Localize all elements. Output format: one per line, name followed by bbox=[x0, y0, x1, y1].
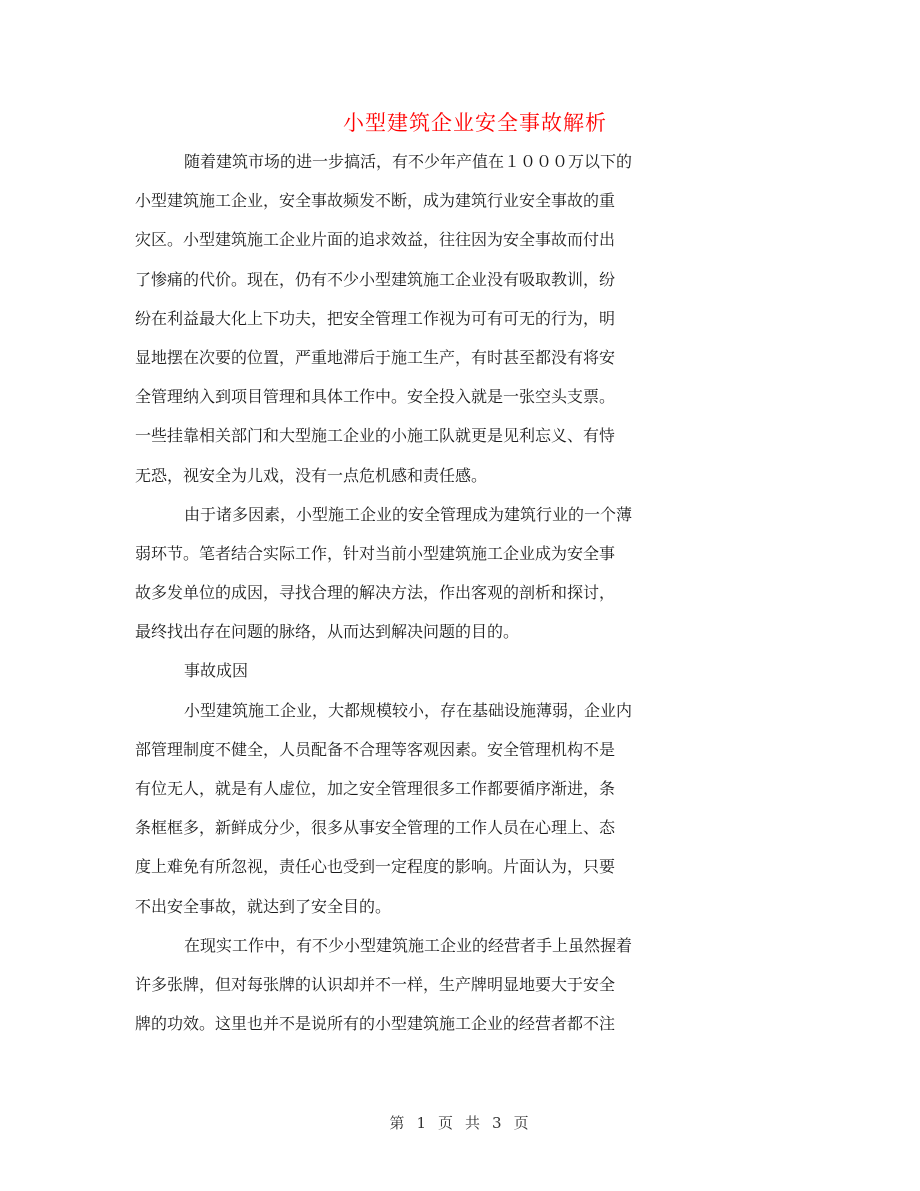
text-line: 全管理纳入到项目管理和具体工作中。安全投入就是一张空头支票。 bbox=[135, 387, 616, 407]
text-line: 一些挂靠相关部门和大型施工企业的小施工队就更是见利忘义、有恃 bbox=[135, 426, 616, 446]
text-line: 显地摆在次要的位置，严重地滞后于施工生产，有时甚至都没有将安 bbox=[135, 347, 616, 367]
text-line: 不出安全事故，就达到了安全目的。 bbox=[135, 896, 392, 916]
document-title: 小型建筑企业安全事故解析 bbox=[343, 111, 607, 135]
page-footer bbox=[0, 1112, 920, 1133]
text-line: 牌的功效。这里也并不是说所有的小型建筑施工企业的经营者都不注 bbox=[135, 1014, 616, 1034]
footer-page-unit: 页 bbox=[437, 1114, 455, 1132]
text-line: 在现实工作中，有不少小型建筑施工企业的经营者手上虽然握着 bbox=[184, 935, 633, 955]
text-line: 弱环节。笔者结合实际工作，针对当前小型建筑施工企业成为安全事 bbox=[135, 543, 616, 563]
text-line: 条框框多，新鲜成分少，很多从事安全管理的工作人员在心理上、态 bbox=[135, 818, 616, 838]
current-page-number: 1 bbox=[416, 1114, 428, 1132]
text-line: 纷在利益最大化上下功夫，把安全管理工作视为可有可无的行为，明 bbox=[135, 308, 616, 328]
total-pages-number: 3 bbox=[492, 1114, 504, 1132]
text-line: 随着建筑市场的进一步搞活，有不少年产值在１０００万以下的 bbox=[184, 152, 633, 171]
text-line: 了惨痛的代价。现在，仍有不少小型建筑施工企业没有吸取教训，纷 bbox=[135, 269, 616, 289]
document-body bbox=[135, 149, 785, 1050]
section-heading: 事故成因 bbox=[184, 661, 249, 681]
text-line: 故多发单位的成因，寻找合理的解决方法，作出客观的剖析和探讨， bbox=[135, 583, 616, 603]
footer-prefix: 第 bbox=[389, 1114, 407, 1132]
text-line: 小型建筑施工企业，安全事故频发不断，成为建筑行业安全事故的重 bbox=[135, 191, 616, 211]
footer-page-unit: 页 bbox=[513, 1114, 531, 1132]
text-line: 由于诸多因素，小型施工企业的安全管理成为建筑行业的一个薄 bbox=[184, 504, 633, 524]
text-line: 最终找出存在问题的脉络，从而达到解决问题的目的。 bbox=[135, 622, 520, 642]
text-line: 灾区。小型建筑施工企业片面的追求效益，往往因为安全事故而付出 bbox=[135, 230, 616, 250]
text-line: 部管理制度不健全，人员配备不合理等客观因素。安全管理机构不是 bbox=[135, 739, 616, 759]
text-line: 度上难免有所忽视，责任心也受到一定程度的影响。片面认为，只要 bbox=[135, 857, 616, 877]
text-line: 有位无人，就是有人虚位，加之安全管理很多工作都要循序渐进，条 bbox=[135, 779, 616, 798]
text-line: 小型建筑施工企业，大都规模较小，存在基础设施薄弱，企业内 bbox=[184, 700, 633, 720]
text-line: 许多张牌，但对每张牌的认识却并不一样，生产牌明显地要大于安全 bbox=[135, 974, 616, 994]
text-line: 无恐，视安全为儿戏，没有一点危机感和责任感。 bbox=[135, 465, 488, 485]
footer-total-prefix: 共 bbox=[465, 1114, 483, 1132]
